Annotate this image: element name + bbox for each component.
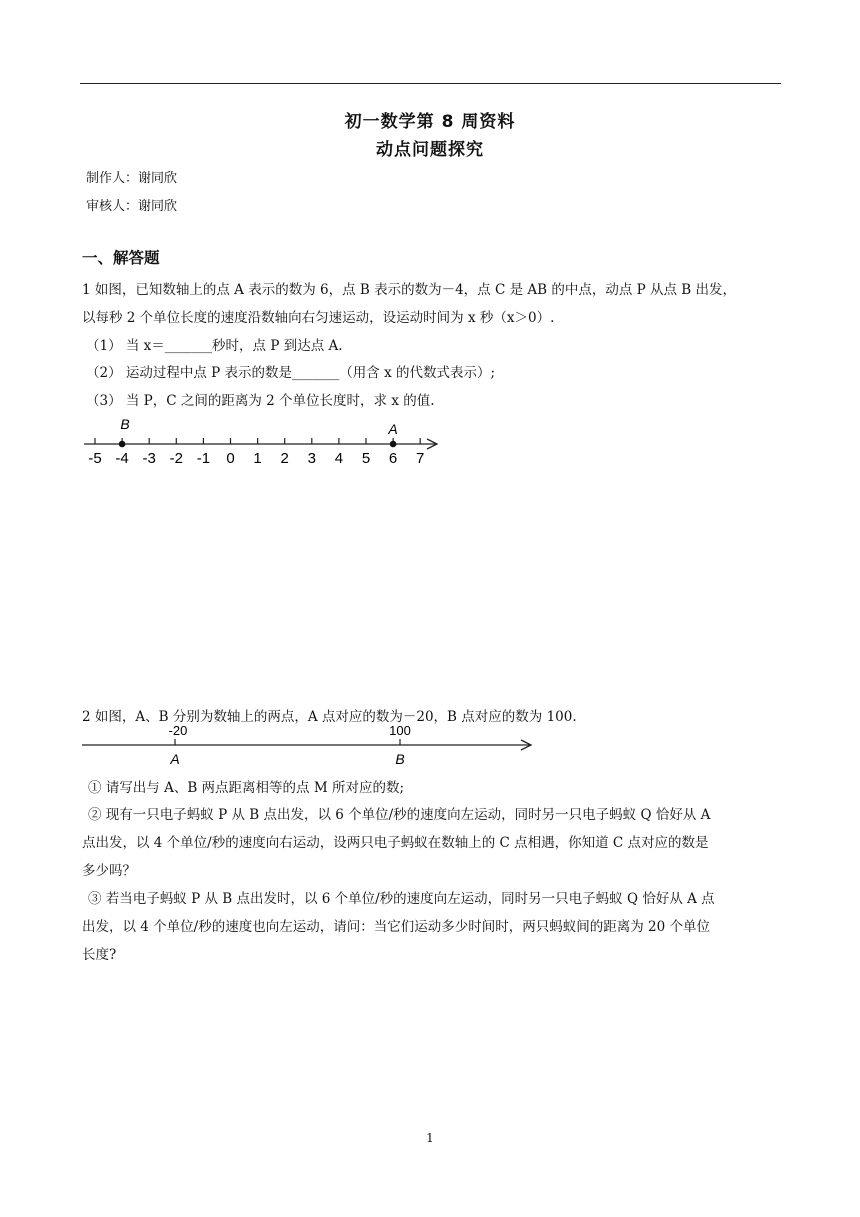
q1-sub-1: （1） 当 x＝_______秒时，点 P 到达点 A.	[86, 338, 343, 354]
axis-1-tick-label: 5	[361, 450, 371, 467]
a-point-label: A	[170, 751, 180, 767]
section-heading: 一、解答题	[82, 249, 160, 267]
point-a-dot	[390, 441, 397, 448]
q1-line-2: 以每秒 2 个单位长度的速度沿数轴向右匀速运动，设运动时间为 x 秒（x＞0）.	[82, 310, 555, 326]
q2-part-3-line-2: 出发，以 4 个单位/秒的速度也向左运动，请问：当它们运动多少时间时，两只蚂蚁间的距离为 20 个单位	[82, 919, 710, 935]
doc-subtitle: 动点问题探究	[376, 140, 484, 160]
a-value-label: -20	[168, 723, 188, 738]
q2-part-2-line-1: ② 现有一只电子蚂蚁 P 从 B 点出发，以 6 个单位/秒的速度向左运动，同时另一只电子蚂蚁 Q 恰好从 A	[88, 807, 711, 823]
author-line: 制作人：谢同欣	[86, 171, 178, 186]
point-b-label: B	[120, 416, 130, 432]
axis-1-tick-label: 1	[253, 450, 262, 467]
header-rule	[80, 83, 781, 84]
q2-part-3-line-1: ③ 若当电子蚂蚁 P 从 B 点出发时，以 6 个单位/秒的速度向左运动，同时另一只电子蚂蚁 Q 恰好从 A 点	[88, 891, 715, 907]
q2-part-1: ① 请写出与 A、B 两点距离相等的点 M 所对应的数;	[88, 780, 404, 796]
number-line-1	[80, 415, 460, 471]
q2-intro: 2 如图，A、B 分别为数轴上的两点，A 点对应的数为－20，B 点对应的数为 100.	[82, 709, 577, 725]
q2-part-2-line-2: 点出发，以 4 个单位/秒的速度向右运动，设两只电子蚂蚁在数轴上的 C 点相遇，你知道 C 点对应的数是	[82, 835, 709, 851]
b-point-label: B	[395, 751, 405, 767]
axis-1-tick-label: -2	[169, 450, 183, 467]
axis-1-tick-label: -1	[196, 450, 211, 467]
point-b-dot	[119, 441, 126, 448]
q1-sub-3: （3） 当 P，C 之间的距离为 2 个单位长度时，求 x 的值.	[86, 393, 435, 409]
q1-sub-2: （2） 运动过程中点 P 表示的数是_______（用含 x 的代数式表示）;	[86, 365, 496, 381]
b-value-label: 100	[389, 723, 411, 738]
point-a-label: A	[388, 421, 398, 437]
doc-title: 初一数学第 8 周资料	[344, 112, 516, 132]
q2-part-3-line-3: 长度?	[82, 947, 117, 963]
axis-1-tick-label: 7	[416, 450, 425, 467]
page-number: 1	[426, 1131, 434, 1145]
axis-1-tick-label: 4	[334, 450, 344, 467]
axis-1-tick-label: -4	[115, 450, 129, 467]
axis-1-tick-label: -3	[142, 450, 156, 467]
axis-1-tick-label: 6	[388, 450, 398, 467]
reviewer-line: 审核人：谢同欣	[86, 199, 178, 214]
number-line-2	[80, 720, 540, 768]
axis-1-tick-label: 2	[280, 450, 289, 467]
q1-line-1: 1 如图，已知数轴上的点 A 表示的数为 6，点 B 表示的数为－4，点 C 是 AB 的中点，动点 P 从点 B 出发，	[82, 282, 737, 298]
axis-1-tick-label: 3	[307, 450, 316, 467]
axis-1-tick-label: -5	[88, 450, 102, 467]
axis-1-tick-label: 0	[226, 450, 235, 467]
q2-part-2-line-3: 多少吗？	[82, 863, 136, 879]
